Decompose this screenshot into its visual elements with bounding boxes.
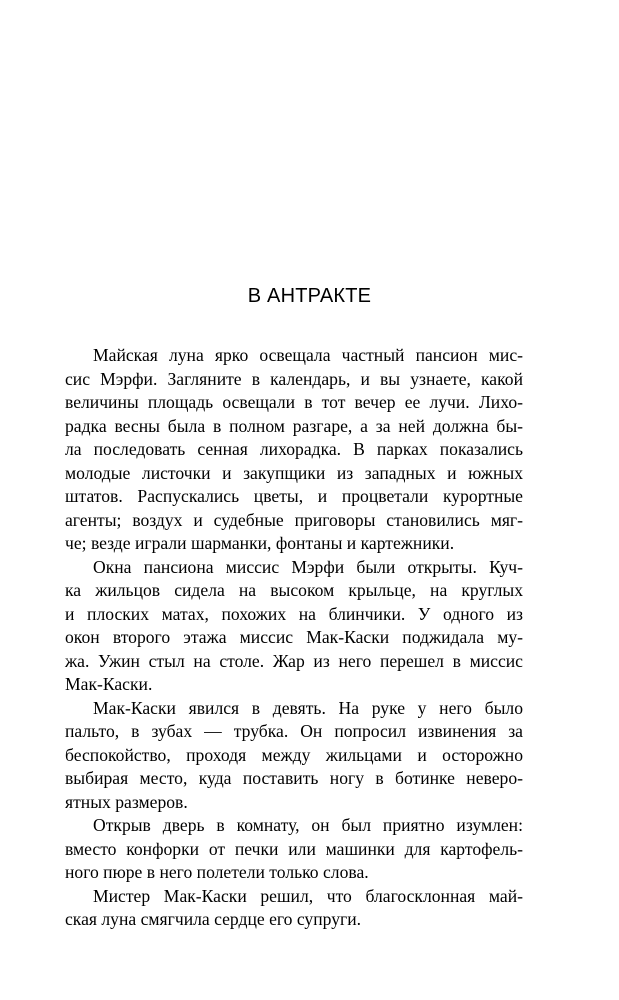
chapter-title: В АНТРАКТЕ — [247, 285, 372, 307]
text-line: Окна пансиона миссис Мэрфи были открыты. Куч- — [93, 556, 523, 577]
text-line: агенты; воздух и судебные приговоры становились мяг- — [65, 509, 523, 530]
body-text — [65, 344, 523, 932]
text-line: и плоских матах, похожих на блинчики. У одного из — [65, 603, 523, 624]
text-line: молодые листочки и закупщики из западных и южных — [65, 462, 523, 483]
text-line: ятных размеров. — [65, 791, 188, 812]
text-line: Майская луна ярко освещала частный пансион мис- — [93, 345, 523, 365]
text-line: Мак-Каски. — [65, 674, 153, 694]
text-line: ка жильцов сидела на высоком крыльце, на круглых — [65, 580, 523, 600]
text-line: Мак-Каски явился в девять. На руке у него было — [93, 697, 523, 718]
text-line: Открыв дверь в комнату, он был приятно изумлен: — [93, 815, 523, 835]
text-line: сис Мэрфи. Загляните в календарь, и вы узнаете, какой — [65, 368, 523, 389]
text-line: жа. Ужин стыл на столе. Жар из него перешел в миссис — [65, 650, 523, 671]
text-line: величины площадь освещали в тот вечер ее лучи. Лихо- — [65, 392, 523, 412]
text-line: штатов. Распускались цветы, и процветали курортные — [65, 486, 523, 506]
text-line: ская луна смягчила сердце его супруги. — [65, 909, 362, 929]
text-line: ного пюре в него полетели только слова. — [65, 862, 369, 882]
text-line: окон второго этажа миссис Мак-Каски поджидала му- — [65, 627, 523, 647]
text-line: беспокойство, проходя между жильцами и осторожно — [65, 744, 523, 765]
text-line: выбирая место, куда поставить ногу в ботинке неверо- — [65, 768, 523, 788]
text-line: вместо конфорки от печки или машинки для картофель- — [65, 838, 523, 859]
text-line: пальто, в зубах — трубка. Он попросил извинения за — [65, 721, 523, 741]
text-line: че; везде играли шарманки, фонтаны и картежники. — [65, 533, 455, 553]
text-line: радка весны была в полном разгаре, а за ней должна бы- — [65, 415, 523, 436]
text-line: Мистер Мак-Каски решил, что благосклонная май- — [93, 885, 523, 906]
text-line: ла последовать сенная лихорадка. В парках показались — [65, 439, 523, 459]
